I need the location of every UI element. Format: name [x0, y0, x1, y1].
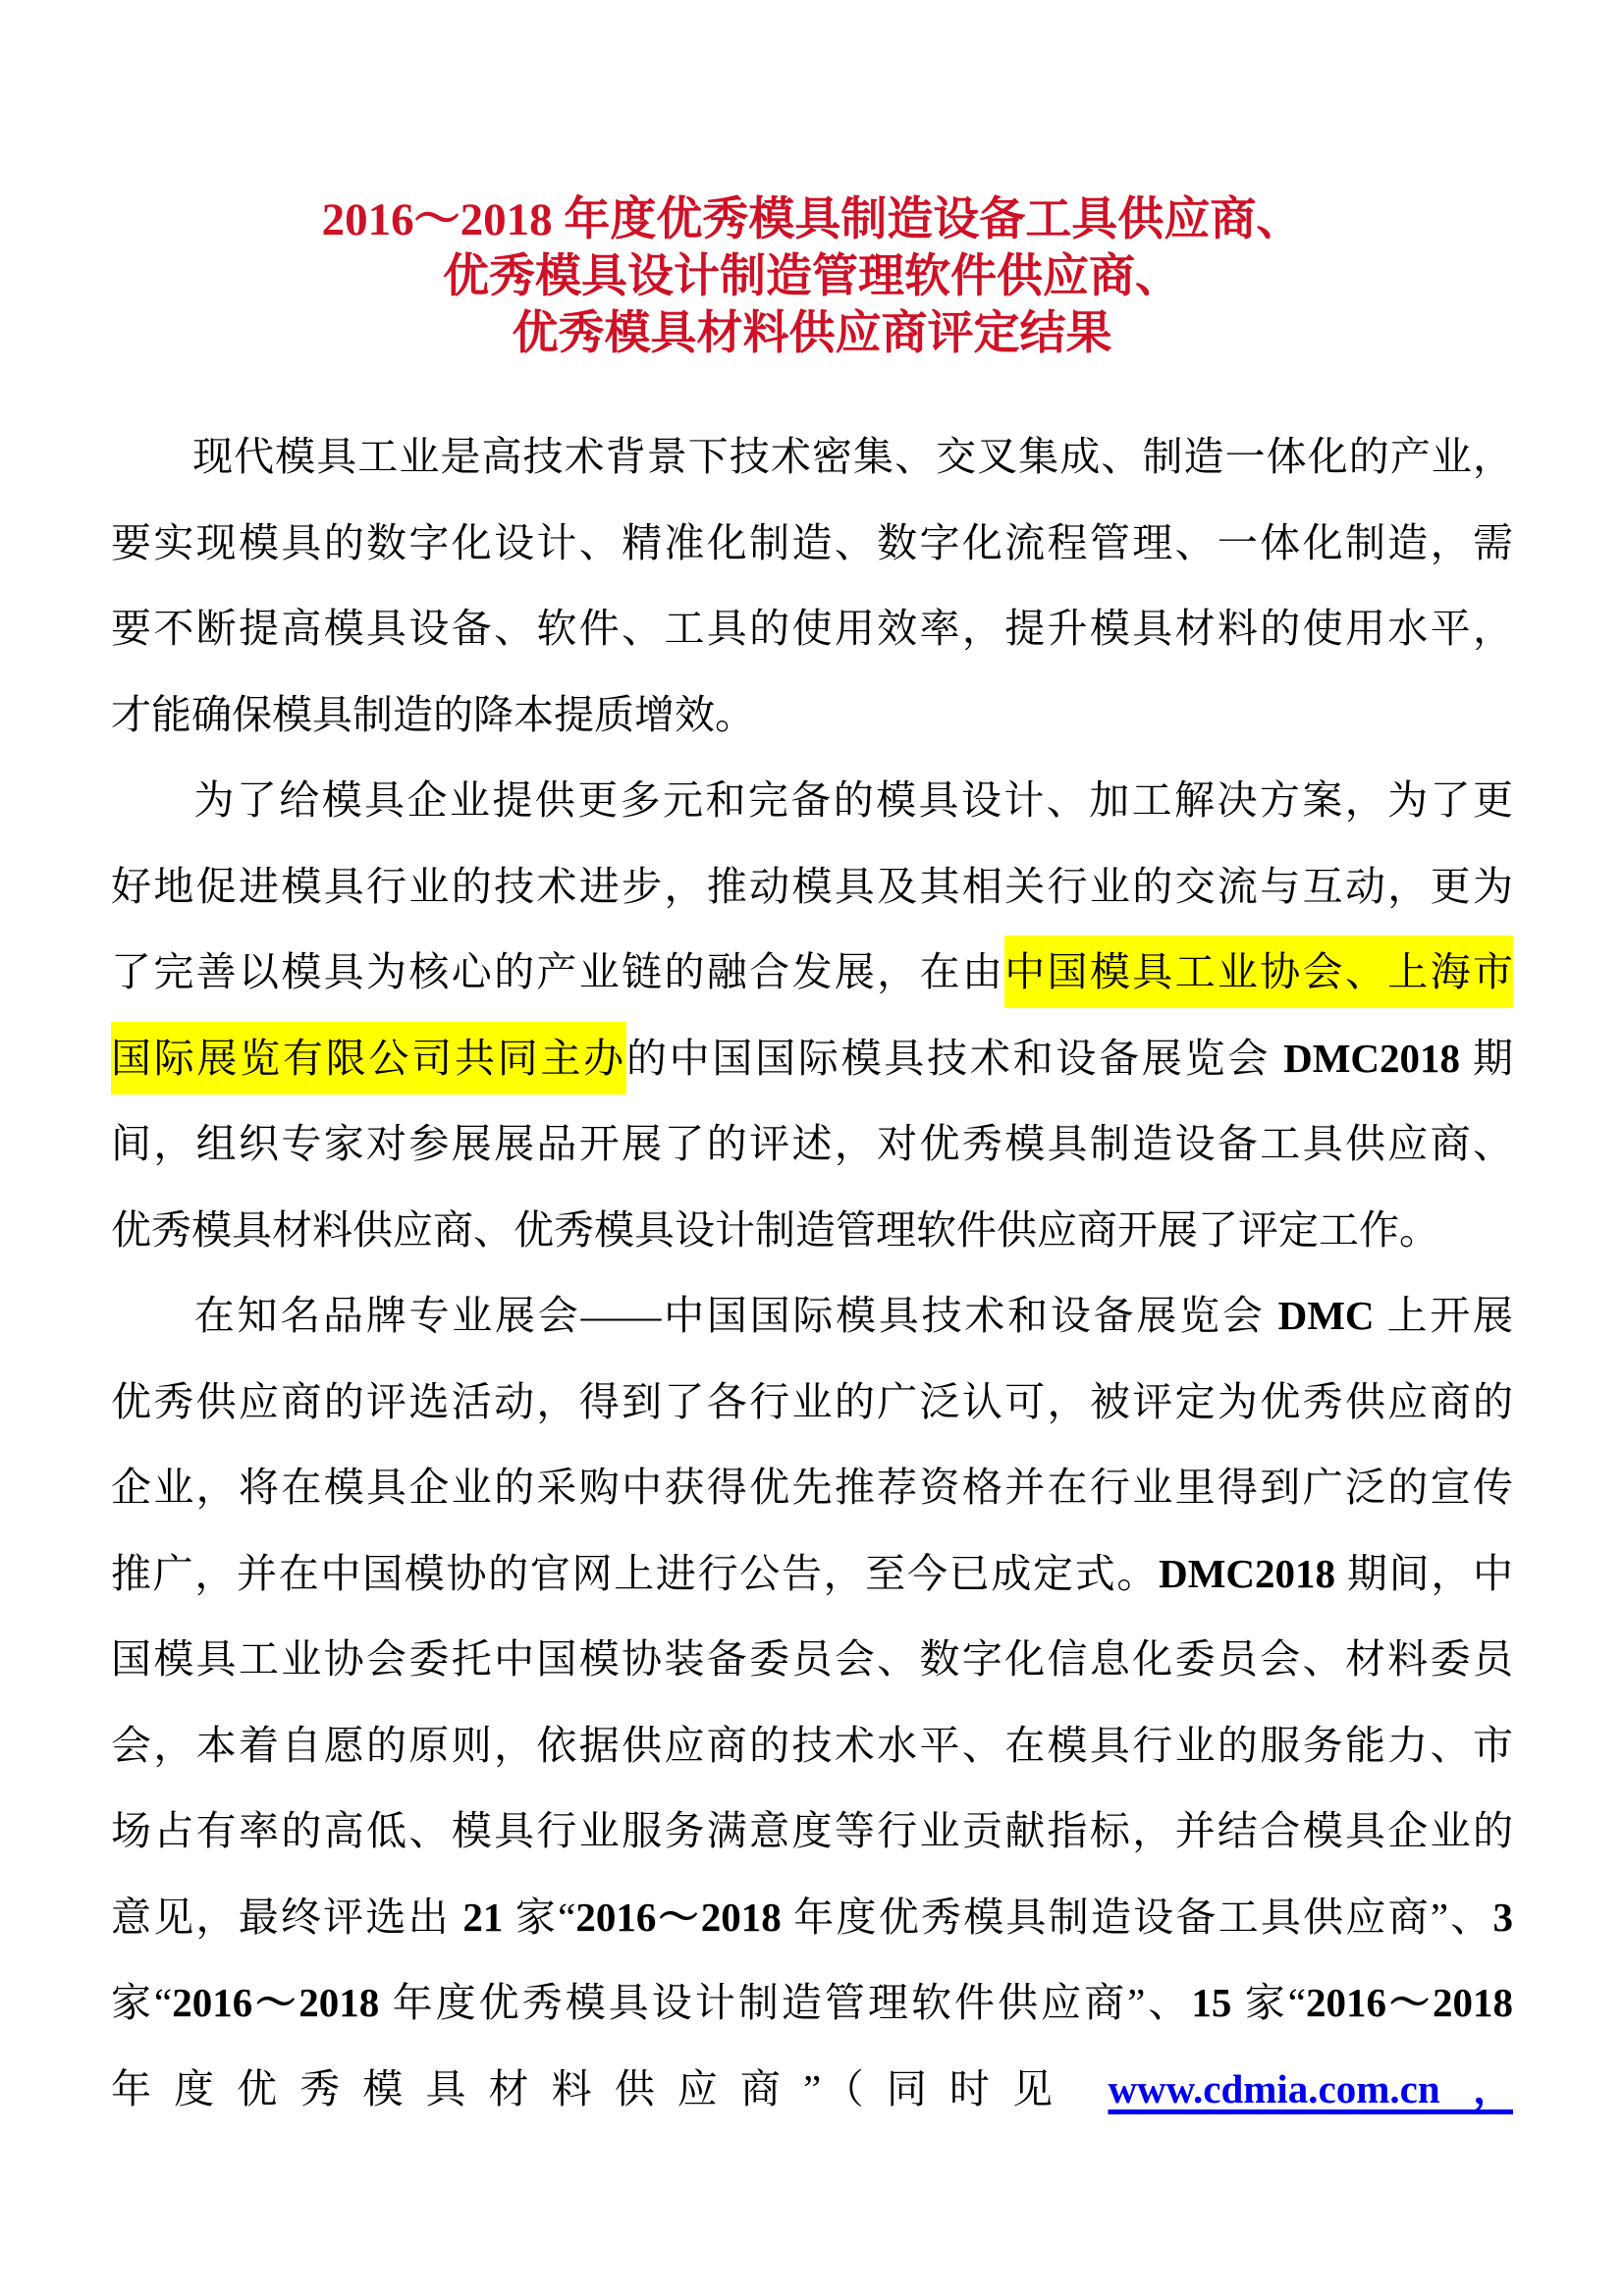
body-line-17	[111, 1789, 1513, 1875]
latin-text-segment: 3	[1492, 1894, 1514, 1940]
title-line-3: 优秀模具材料供应商评定结果	[512, 308, 1112, 359]
body-line-19	[111, 1960, 1513, 2047]
body-line-9	[111, 1101, 1513, 1188]
text-segment: 间，组织专家对参展展品开展了的评述，对优秀模具制造设备工具供应商、	[111, 1121, 1513, 1166]
text-segment: 企业，将在模具企业的采购中获得优先推荐资格并在行业里得到广泛的宣传	[111, 1465, 1513, 1510]
text-segment: 了完善以模具为核心的产业链的融合发展，在由	[111, 949, 1005, 994]
text-segment: 年度优秀模具制造设备工具供应商”、	[781, 1894, 1493, 1940]
text-segment: 会，本着自愿的原则，依据供应商的技术水平、在模具行业的服务能力、市	[111, 1722, 1513, 1768]
body-line-8	[111, 1016, 1513, 1102]
body-line-12	[111, 1360, 1513, 1446]
title-line-2: 优秀模具设计制造管理软件供应商、	[443, 251, 1181, 302]
body-line-4	[111, 672, 1513, 759]
text-segment: 家“	[1231, 1980, 1306, 2025]
text-segment: 好地促进模具行业的技术进步，推动模具及其相关行业的交流与互动，更为	[111, 863, 1513, 909]
text-segment: 家“	[503, 1894, 576, 1940]
body-line-2	[111, 501, 1513, 587]
text-segment: 场占有率的高低、模具行业服务满意度等行业贡献指标，并结合模具企业的	[111, 1808, 1513, 1853]
body-line-1	[111, 414, 1513, 501]
document-title	[111, 191, 1513, 362]
body-line-6	[111, 844, 1513, 931]
text-segment: 年度优秀模具设计制造管理软件供应商”、	[379, 1980, 1192, 2025]
text-segment: 期间，中	[1335, 1550, 1514, 1596]
text-segment: 才能确保模具制造的降本提质增效。	[111, 691, 755, 737]
text-segment: 国模具工业协会委托中国模协装备委员会、数字化信息化委员会、材料委员	[111, 1636, 1513, 1682]
text-segment: 要实现模具的数字化设计、精准化制造、数字化流程管理、一体化制造，需	[111, 519, 1513, 565]
body-line-10	[111, 1188, 1513, 1274]
text-segment: 优秀供应商的评选活动，得到了各行业的广泛认可，被评定为优秀供应商的	[111, 1378, 1513, 1424]
text-segment: 要不断提高模具设备、软件、工具的使用效率，提升模具材料的使用水平，	[111, 606, 1513, 651]
latin-text-segment: DMC	[1277, 1293, 1375, 1338]
latin-text-segment: 2016～2018	[172, 1980, 380, 2025]
cdmia-website-link[interactable]: www.cdmia.com.cn ，	[1108, 2065, 1513, 2111]
text-segment: 推广，并在中国模协的官网上进行公告，至今已成定式。	[111, 1550, 1160, 1596]
text-segment: 在知名品牌专业展会——中国国际模具技术和设备展览会	[191, 1293, 1278, 1338]
latin-text-segment: DMC2018	[1283, 1035, 1461, 1081]
body-line-20	[111, 2047, 1513, 2133]
body-line-5	[111, 758, 1513, 844]
text-segment: 上开展	[1374, 1293, 1513, 1338]
latin-text-segment: 2016～2018	[1305, 1980, 1514, 2025]
body-text	[111, 414, 1513, 2132]
body-line-13	[111, 1445, 1513, 1531]
highlighted-text: 国际展览有限公司共同主办	[111, 1022, 626, 1095]
latin-text-segment: DMC2018	[1159, 1550, 1336, 1596]
highlighted-text: 中国模具工业协会、上海市	[1004, 935, 1513, 1008]
body-line-16	[111, 1703, 1513, 1789]
latin-text-segment: 2016～2018	[575, 1894, 782, 1940]
body-line-3	[111, 586, 1513, 672]
title-line-1: 2016～2018 年度优秀模具制造设备工具供应商、	[321, 194, 1303, 245]
text-segment: 现代模具工业是高技术背景下技术密集、交叉集成、制造一体化的产业，	[191, 434, 1513, 479]
text-segment: 意见，最终评选出	[111, 1894, 463, 1940]
latin-text-segment: 21	[462, 1894, 504, 1940]
text-segment: 优秀模具材料供应商、优秀模具设计制造管理软件供应商开展了评定工作。	[111, 1206, 1439, 1253]
body-line-18	[111, 1875, 1513, 1961]
text-segment: 的中国国际模具技术和设备展览会	[625, 1035, 1284, 1081]
text-segment: 年度优秀模具材料供应商”（同时见	[111, 2065, 1109, 2111]
text-segment: 期	[1460, 1035, 1514, 1081]
body-line-15	[111, 1617, 1513, 1703]
body-line-11	[111, 1273, 1513, 1360]
latin-text-segment: 15	[1191, 1980, 1232, 2025]
body-line-7	[111, 930, 1513, 1016]
text-segment: 为了给模具企业提供更多元和完备的模具设计、加工解决方案，为了更	[191, 777, 1513, 823]
text-segment: 家“	[111, 1980, 173, 2025]
body-line-14	[111, 1531, 1513, 1618]
